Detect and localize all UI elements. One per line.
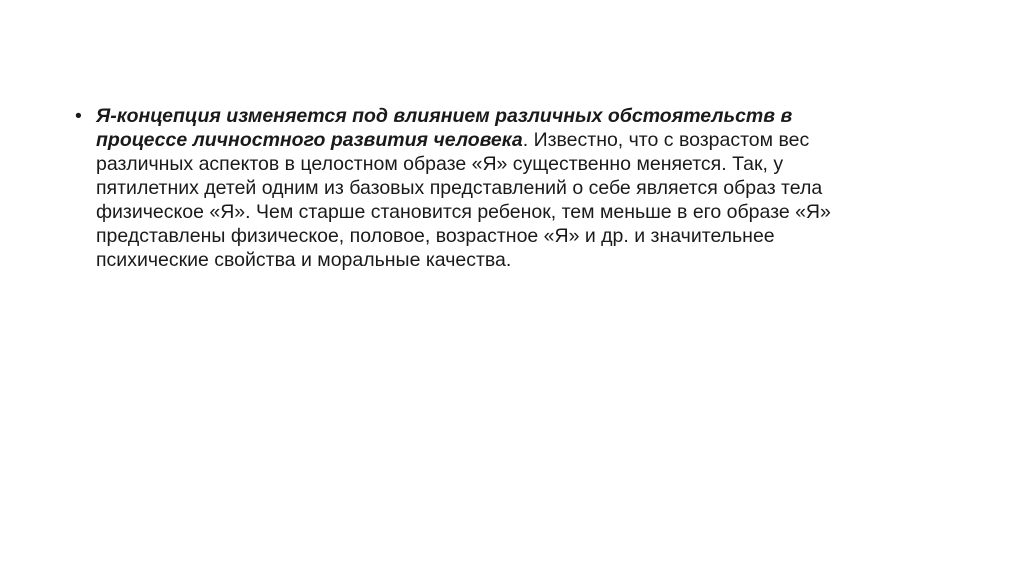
body-text: . Известно, что с возрастом вес (522, 129, 810, 151)
text-line-1 (96, 104, 928, 128)
body-text: пятилетних детей одним из базовых представлений о себе является образ тела (96, 177, 823, 199)
body-text: различных аспектов в целостном образе «Я» существенно меняется. Так, у (96, 153, 784, 175)
emphasis-text: Я-концепция изменяется под влиянием различных обстоятельств в (96, 105, 793, 127)
text-line-4 (96, 176, 928, 200)
text-line-7 (96, 248, 928, 272)
body-text: физическое «Я». Чем старше становится ребенок, тем меньше в его образе «Я» (96, 201, 831, 223)
emphasis-text: процессе личностного развития человека (96, 129, 523, 151)
text-line-5 (96, 200, 928, 224)
bullet-marker: • (75, 105, 82, 127)
bullet-item (68, 104, 928, 272)
text-line-6 (96, 224, 928, 248)
body-text: представлены физическое, половое, возрастное «Я» и др. и значительнее (96, 225, 775, 247)
text-line-3 (96, 152, 928, 176)
text-line-2 (96, 128, 928, 152)
bullet-text (96, 104, 928, 272)
body-text: психические свойства и моральные качества. (96, 249, 512, 271)
